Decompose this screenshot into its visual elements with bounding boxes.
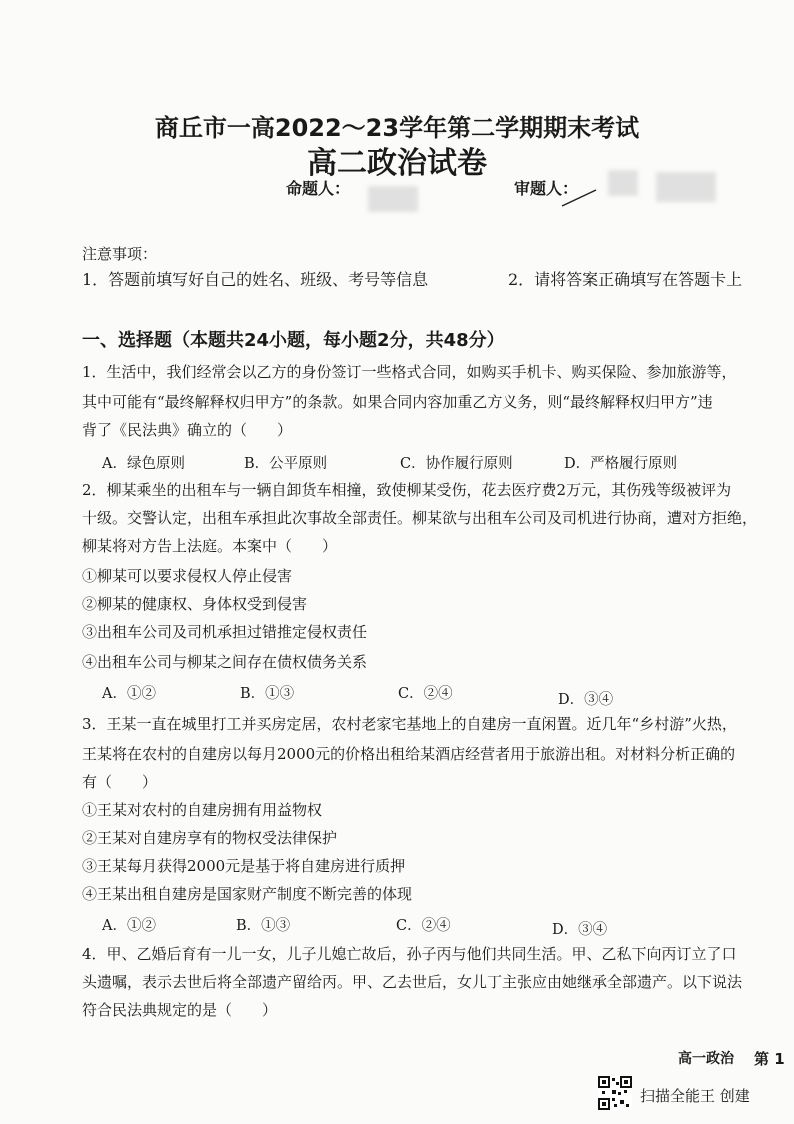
- q2-option-b: B．①③: [240, 686, 295, 702]
- q3-item-3: ③王某每月获得2000元是基于将自建房进行质押: [82, 857, 406, 875]
- q1-option-b: B．公平原则: [244, 456, 328, 472]
- q3-option-d: D．③④: [552, 922, 608, 938]
- q1-option-a: A．绿色原则: [102, 456, 185, 472]
- q3-item-4: ④王某出租自建房是国家财产制度不断完善的体现: [82, 885, 413, 903]
- q2-option-c: C．②④: [398, 686, 453, 702]
- q2-line-1: 2．柳某乘坐的出租车与一辆自卸货车相撞，致使柳某受伤，花去医疗费2万元，其伤残等级被评为: [82, 481, 732, 499]
- q2-option-a: A．①②: [102, 686, 156, 702]
- exam-title: 商丘市一高2022～23学年第二学期期末考试: [154, 114, 640, 142]
- q2-item-4: ④出租车公司与柳某之间存在债权债务关系: [82, 653, 368, 671]
- q1-option-c: C．协作履行原则: [400, 456, 513, 472]
- notes-heading: 注意事项：: [82, 245, 158, 263]
- q3-option-c: C．②④: [396, 918, 451, 934]
- section-heading: 一、选择题（本题共24小题，每小题2分，共48分）: [82, 330, 505, 351]
- footer-subject: 高一政治: [678, 1051, 734, 1067]
- redacted-reviewer: [608, 170, 638, 196]
- redacted-author: [368, 186, 418, 212]
- author-label: 命题人：: [286, 179, 351, 198]
- q2-item-3: ③出租车公司及司机承担过错推定侵权责任: [82, 623, 368, 641]
- q3-item-1: ①王某对农村的自建房拥有用益物权: [82, 801, 323, 819]
- q4-line-2: 头遗嘱，表示去世后将全部遗产留给丙。甲、乙去世后，女儿丁主张应由她继承全部遗产。以下说法: [82, 973, 743, 991]
- q1-line-2: 其中可能有“最终解释权归甲方”的条款。如果合同内容加重乙方义务，则“最终解释权归甲方”违: [82, 393, 713, 411]
- q4-line-3: 符合民法典规定的是（ ）: [82, 1001, 278, 1019]
- q2-line-3: 柳某将对方告上法庭。本案中（ ）: [82, 537, 338, 555]
- q2-item-2: ②柳某的健康权、身体权受到侵害: [82, 595, 308, 613]
- q2-option-d: D．③④: [558, 692, 614, 708]
- scanner-watermark: 扫描全能王 创建: [640, 1087, 750, 1105]
- q3-line-1: 3．王某一直在城里打工并买房定居，农村老家宅基地上的自建房一直闲置。近几年“乡村游”火热，: [82, 715, 737, 733]
- q2-line-2: 十级。交警认定，出租车承担此次事故全部责任。柳某欲与出租车公司及司机进行协商，遭对方拒绝，: [82, 509, 758, 527]
- q3-line-3: 有（ ）: [82, 773, 158, 791]
- q3-option-a: A．①②: [102, 918, 156, 934]
- footer-page: 第 1: [754, 1050, 785, 1068]
- q1-option-d: D．严格履行原则: [564, 456, 678, 472]
- redacted-reviewer-2: [656, 172, 716, 202]
- qr-code-icon: [598, 1076, 632, 1110]
- q3-item-2: ②王某对自建房享有的物权受法律保护: [82, 829, 338, 847]
- exam-subtitle: 高二政治试卷: [307, 146, 487, 181]
- reviewer-label: 审题人：: [514, 179, 579, 198]
- q2-item-1: ①柳某可以要求侵权人停止侵害: [82, 567, 293, 585]
- notes-item-1: 1．答题前填写好自己的姓名、班级、考号等信息: [82, 270, 429, 289]
- q1-line-3: 背了《民法典》确立的（ ）: [82, 421, 293, 439]
- q3-option-b: B．①③: [236, 918, 291, 934]
- q1-line-1: 1．生活中，我们经常会以乙方的身份签订一些格式合同，如购买手机卡、购买保险、参加旅游等，: [82, 363, 737, 381]
- q4-line-1: 4．甲、乙婚后育有一儿一女，儿子儿媳亡故后，孙子丙与他们共同生活。甲、乙私下向丙订立了口: [82, 945, 737, 963]
- notes-item-2: 2．请将答案正确填写在答题卡上: [508, 270, 743, 289]
- q3-line-2: 王某将在农村的自建房以每月2000元的价格出租给某酒店经营者用于旅游出租。对材料分析正确的: [82, 745, 736, 763]
- pen-mark: [560, 186, 600, 210]
